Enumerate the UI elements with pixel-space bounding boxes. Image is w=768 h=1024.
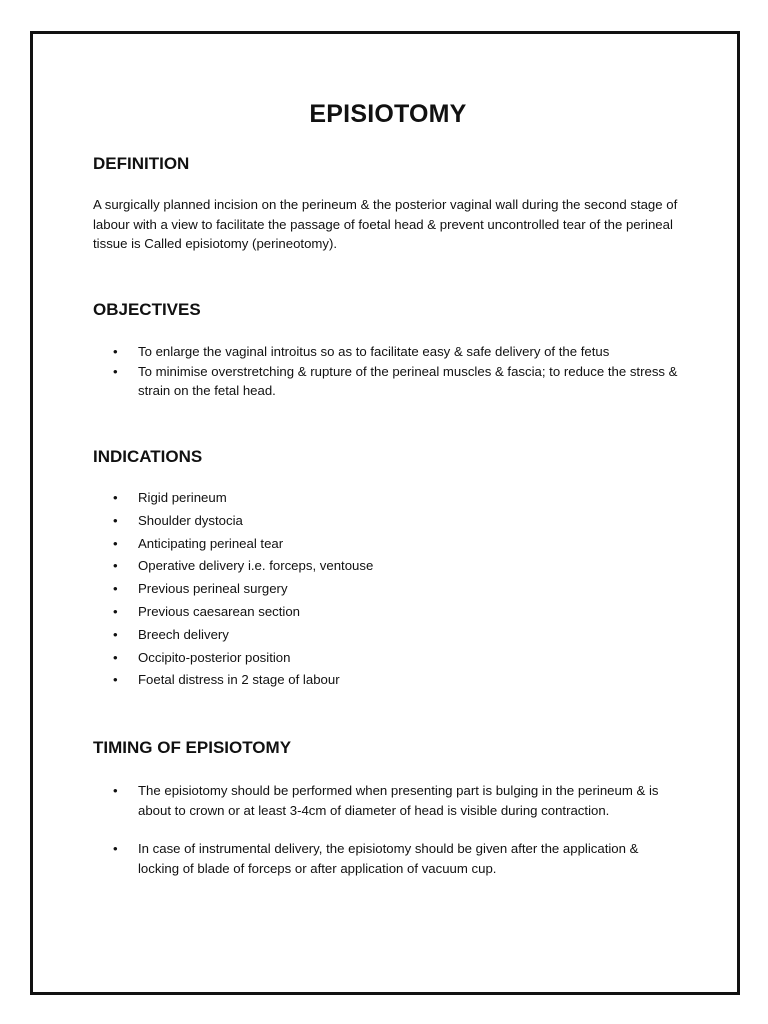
timing-heading: TIMING OF EPISIOTOMY — [93, 738, 292, 757]
definition-text: A surgically planned incision on the perineum & the posterior vaginal wall during the second stage of labour with a view to facilitate the passage of foetal head & prevent uncontrolled tear of the perineal tissue is Called episiotomy (perineotomy). — [93, 197, 678, 251]
list-item: • Breech delivery — [93, 624, 683, 647]
document-title: EPISIOTOMY — [309, 100, 467, 128]
page-border — [30, 31, 740, 995]
objectives-heading: OBJECTIVES — [93, 300, 201, 319]
list-item: • Previous caesarean section — [93, 601, 683, 624]
list-item: • Anticipating perineal tear — [93, 533, 683, 556]
list-item: • Shoulder dystocia — [93, 510, 683, 533]
indications-list — [93, 487, 683, 692]
definition-heading: DEFINITION — [93, 154, 190, 173]
list-item: • Previous perineal surgery — [93, 578, 683, 601]
list-item: • Foetal distress in 2 stage of labour — [93, 669, 683, 692]
list-item: • Operative delivery i.e. forceps, ventouse — [93, 555, 683, 578]
list-item: • To enlarge the vaginal introitus so as to facilitate easy & safe delivery of the fetus — [93, 342, 683, 362]
list-item: • The episiotomy should be performed when presenting part is bulging in the perineum & is about to crown or at least 3-4cm of diameter of head is visible during contraction. — [93, 781, 683, 820]
list-item: • In case of instrumental delivery, the episiotomy should be given after the application & locking of blade of forceps or after application of vacuum cup. — [93, 839, 683, 878]
objectives-list — [93, 342, 683, 401]
list-item: • Occipito-posterior position — [93, 647, 683, 670]
indications-heading: INDICATIONS — [93, 447, 203, 466]
list-item: • To minimise overstretching & rupture of the perineal muscles & fascia; to reduce the stress & strain on the fetal head. — [93, 362, 683, 401]
list-item: • Rigid perineum — [93, 487, 683, 510]
timing-list — [93, 781, 683, 897]
